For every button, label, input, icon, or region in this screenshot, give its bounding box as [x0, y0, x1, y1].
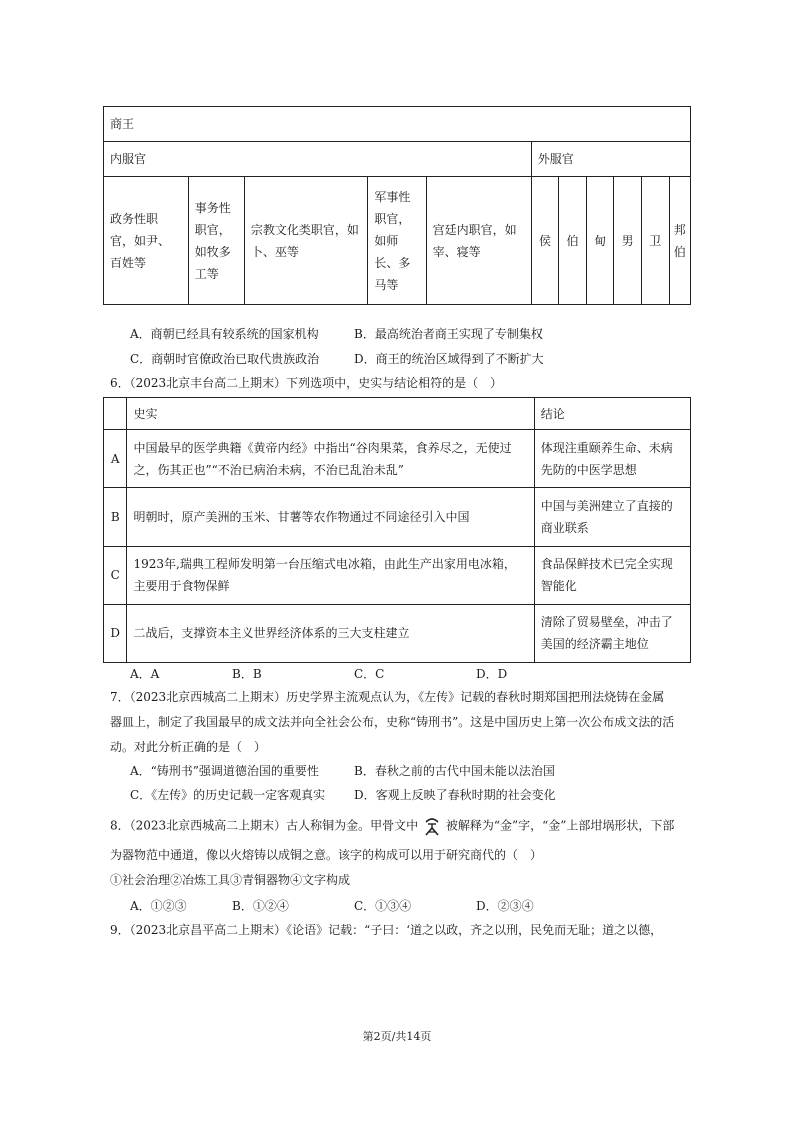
q5-option-c[interactable]: C．商朝时官僚政治已取代贵族政治	[130, 352, 320, 366]
q6-row-c-fact: 1923年,瑞典工程师发明第一台压缩式电冰箱，由此生产出家用电冰箱，主要用于食物保鲜	[127, 546, 534, 604]
q5-option-b[interactable]: B．最高统治者商王实现了专制集权	[354, 327, 543, 341]
oracle-bone-jin-glyph	[422, 815, 442, 837]
table1-cell-military: 军事性职官，如师长、多马等	[368, 177, 426, 305]
q8-option-b[interactable]: B．①②④	[232, 899, 289, 913]
q8-line-1-pre: 8．（2023北京西城高二上期末）古人称铜为金。甲骨文中	[110, 818, 419, 833]
q6-table	[103, 397, 691, 663]
q6-row-d-conclusion: 清除了贸易壁垒，冲击了美国的经济霸主地位	[534, 604, 690, 662]
page-footer: 第2页/共14页	[362, 1030, 432, 1043]
table1-outer-cell: 外服官	[531, 142, 690, 177]
q6-row-c-key: C	[104, 546, 127, 604]
q6-option-d[interactable]: D．D	[476, 667, 508, 681]
q7-option-b[interactable]: B．春秋之前的古代中国未能以法治国	[354, 764, 555, 778]
q7-line-3: 动。对此分析正确的是（ ）	[110, 740, 267, 754]
q7-line-2: 器皿上，制定了我国最早的成文法并向全社会公布，史称“铸刑书”。这是中国历史上第一次公布成文法的活	[110, 715, 675, 729]
q8-line-3: ①社会治理②冶炼工具③青铜器物④文字构成	[110, 873, 351, 887]
q8-line-1-post: 被解释为“金”字，“金”上部坩埚形状，下部	[445, 818, 675, 833]
table1-cell-dian: 甸	[586, 177, 614, 305]
table1-cell-wei: 卫	[641, 177, 669, 305]
table1-cell-palace: 宫廷内职官，如宰、寝等	[426, 177, 531, 305]
shang-officials-table	[103, 106, 691, 305]
table1-cell-political: 政务性职官，如尹、百姓等	[104, 177, 189, 305]
q6-header-fact: 史实	[127, 398, 534, 430]
table1-cell-nan: 男	[614, 177, 642, 305]
table1-cell-bo: 伯	[559, 177, 587, 305]
table1-cell-religious: 宗教文化类职官，如卜、巫等	[244, 177, 368, 305]
q6-stem: 6．（2023北京丰台高二上期末）下列选项中，史实与结论相符的是（ ）	[110, 376, 503, 390]
q6-row-d-key: D	[104, 604, 127, 662]
q8-line-2: 为器物范中通道，像以火熔铸以成铜之意。该字的构成可以用于研究商代的（ ）	[110, 848, 543, 862]
q6-row-a-fact: 中国最早的医学典籍《黄帝内经》中指出“谷肉果菜，食养尽之，无使过之，伤其正也”“不治已病治未病，不治已乱治未乱”	[127, 430, 534, 488]
q6-row-a-key: A	[104, 430, 127, 488]
q6-option-c[interactable]: C．C	[354, 667, 385, 681]
q7-line-1: 7．（2023北京西城高二上期末）历史学界主流观点认为，《左传》记载的春秋时期郑国把刑法烧铸在金属	[110, 690, 665, 704]
q6-row-c-conclusion: 食品保鲜技术已完全实现智能化	[534, 546, 690, 604]
q8-option-a[interactable]: A．①②③	[130, 899, 187, 913]
q5-option-d[interactable]: D．商王的统治区域得到了不断扩大	[354, 352, 544, 366]
q8-option-d[interactable]: D．②③④	[476, 899, 534, 913]
q9-line-1: 9．（2023北京昌平高二上期末）《论语》记载：“子曰：‘道之以政，齐之以刑，民免而无耻；道之以德，	[110, 923, 663, 937]
q6-row-b-conclusion: 中国与美洲建立了直接的商业联系	[534, 488, 690, 546]
q8-line-1	[110, 815, 674, 837]
table1-cell-hou: 侯	[531, 177, 559, 305]
q7-option-c[interactable]: C．《左传》的历史记载一定客观真实	[130, 788, 326, 802]
q6-option-b[interactable]: B．B	[232, 667, 262, 681]
q5-option-a[interactable]: A．商朝已经具有较系统的国家机构	[130, 327, 319, 341]
q6-row-b-key: B	[104, 488, 127, 546]
table1-cell-affairs: 事务性职官，如牧多工等	[188, 177, 244, 305]
q7-option-a[interactable]: A．“铸刑书”强调道德治国的重要性	[130, 764, 319, 778]
q6-row-b-fact: 明朝时，原产美洲的玉米、甘薯等农作物通过不同途径引入中国	[127, 488, 534, 546]
table1-cell-bangbo: 邦伯	[669, 177, 690, 305]
table1-inner-cell: 内服官	[104, 142, 532, 177]
q8-option-c[interactable]: C．①③④	[354, 899, 412, 913]
table1-king-cell: 商王	[104, 107, 691, 142]
q7-option-d[interactable]: D．客观上反映了春秋时期的社会变化	[354, 788, 556, 802]
q6-row-a-conclusion: 体现注重颐养生命、未病先防的中医学思想	[534, 430, 690, 488]
q6-row-d-fact: 二战后，支撑资本主义世界经济体系的三大支柱建立	[127, 604, 534, 662]
q6-option-a[interactable]: A．A	[130, 667, 160, 681]
q6-header-key	[104, 398, 127, 430]
q6-header-conclusion: 结论	[534, 398, 690, 430]
